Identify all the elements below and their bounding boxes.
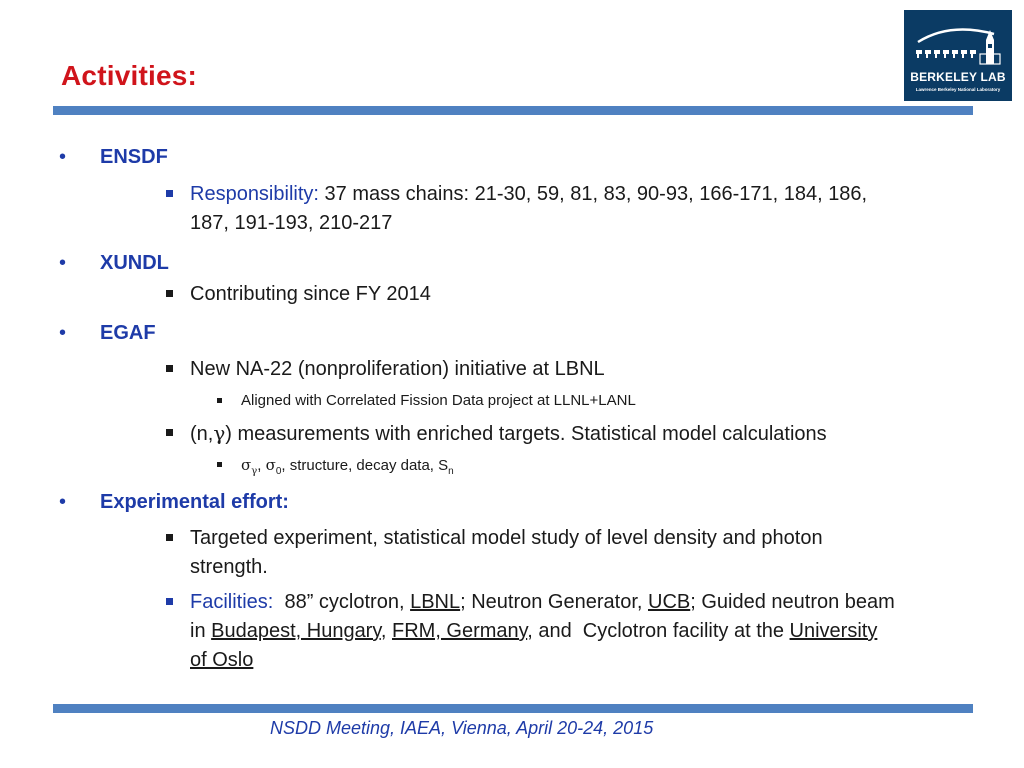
gamma-subscript: γ <box>251 466 258 477</box>
experimental-sub-1-line-1: Targeted experiment, statistical model study of level density and photon <box>190 527 823 549</box>
lbnl-link[interactable]: LBNL <box>410 591 461 613</box>
frm-link[interactable]: FRM, Germany <box>392 620 528 642</box>
budapest-link[interactable]: Budapest, Hungary <box>211 620 381 642</box>
header-rule <box>53 106 973 115</box>
ucb-link[interactable]: UCB <box>648 591 691 613</box>
facilities-text: in <box>190 620 212 642</box>
zero-subscript: 0 <box>275 466 282 477</box>
egaf-sub-1-text: New NA-22 (nonproliferation) initiative at LBNL <box>190 358 605 380</box>
responsibility-label: Responsibility: <box>190 183 319 205</box>
berkeley-lab-logo <box>904 10 1012 101</box>
facilities-text: 88” cyclotron, <box>273 591 411 613</box>
oslo-link[interactable]: of Oslo <box>190 649 254 671</box>
bullet-experimental-effort <box>59 491 289 514</box>
bullet-xundl <box>59 252 169 275</box>
egaf-sub-2-pre: (n, <box>190 423 214 445</box>
square-bullet-icon <box>217 462 222 467</box>
logo-subtitle: Lawrence Berkeley National Laboratory <box>915 87 1001 92</box>
bullet-dot-icon: • <box>59 491 67 513</box>
gamma-symbol: γ <box>213 421 226 445</box>
square-bullet-icon <box>166 429 173 436</box>
egaf-sub-1 <box>190 355 960 384</box>
sigma-symbol: σ <box>265 456 276 474</box>
n-subscript: n <box>448 466 454 477</box>
egaf-sub-2a-text: , structure, decay data, S <box>281 457 449 474</box>
square-bullet-icon <box>166 365 173 372</box>
facilities-text: , <box>380 620 392 642</box>
sigma-symbol: σ <box>241 456 252 474</box>
experimental-sub-1 <box>190 524 960 582</box>
bullet-heading: EGAF <box>100 322 156 344</box>
egaf-sub-1a <box>241 391 636 411</box>
responsibility-text-2: 187, 191-193, 210-217 <box>190 212 393 234</box>
square-bullet-icon <box>166 190 173 197</box>
experimental-facilities <box>190 588 960 675</box>
separator: , <box>257 457 266 474</box>
responsibility-text-1: 37 mass chains: 21-30, 59, 81, 83, 90-93, 166-171, 184, 186, <box>324 183 868 205</box>
square-bullet-icon <box>217 398 222 403</box>
square-bullet-icon <box>166 598 173 605</box>
bullet-dot-icon: • <box>59 322 67 344</box>
bullet-heading: XUNDL <box>100 252 169 274</box>
slide-title: Activities: <box>61 60 198 91</box>
egaf-sub-2-post: ) measurements with enriched targets. Statistical model calculations <box>225 423 827 445</box>
ensdf-responsibility <box>190 180 960 238</box>
bullet-heading: ENSDF <box>100 146 168 168</box>
university-link[interactable]: University <box>789 620 878 642</box>
bullet-egaf <box>59 322 156 345</box>
bullet-ensdf <box>59 146 168 169</box>
facilities-text: , and Cyclotron facility at the <box>527 620 790 642</box>
experimental-sub-1-line-2: strength. <box>190 556 268 578</box>
footer-rule <box>53 704 973 713</box>
xundl-sub <box>190 280 960 309</box>
facilities-text: ; Neutron Generator, <box>460 591 648 613</box>
xundl-sub-text: Contributing since FY 2014 <box>190 283 431 305</box>
bullet-heading: Experimental effort: <box>100 491 289 513</box>
bullet-dot-icon: • <box>59 252 67 274</box>
bullet-dot-icon: • <box>59 146 67 168</box>
berkeley-lab-emblem-icon <box>910 24 1006 68</box>
egaf-sub-2 <box>190 419 960 449</box>
square-bullet-icon <box>166 534 173 541</box>
square-bullet-icon <box>166 290 173 297</box>
logo-name: BERKELEY LAB <box>910 70 1006 84</box>
egaf-sub-2a <box>241 455 454 482</box>
egaf-sub-1a-text: Aligned with Correlated Fission Data project at LLNL+LANL <box>241 392 636 409</box>
facilities-label: Facilities: <box>190 591 274 613</box>
facilities-text: ; Guided neutron beam <box>690 591 895 613</box>
footer-text: NSDD Meeting, IAEA, Vienna, April 20-24, 2015 <box>270 718 654 738</box>
